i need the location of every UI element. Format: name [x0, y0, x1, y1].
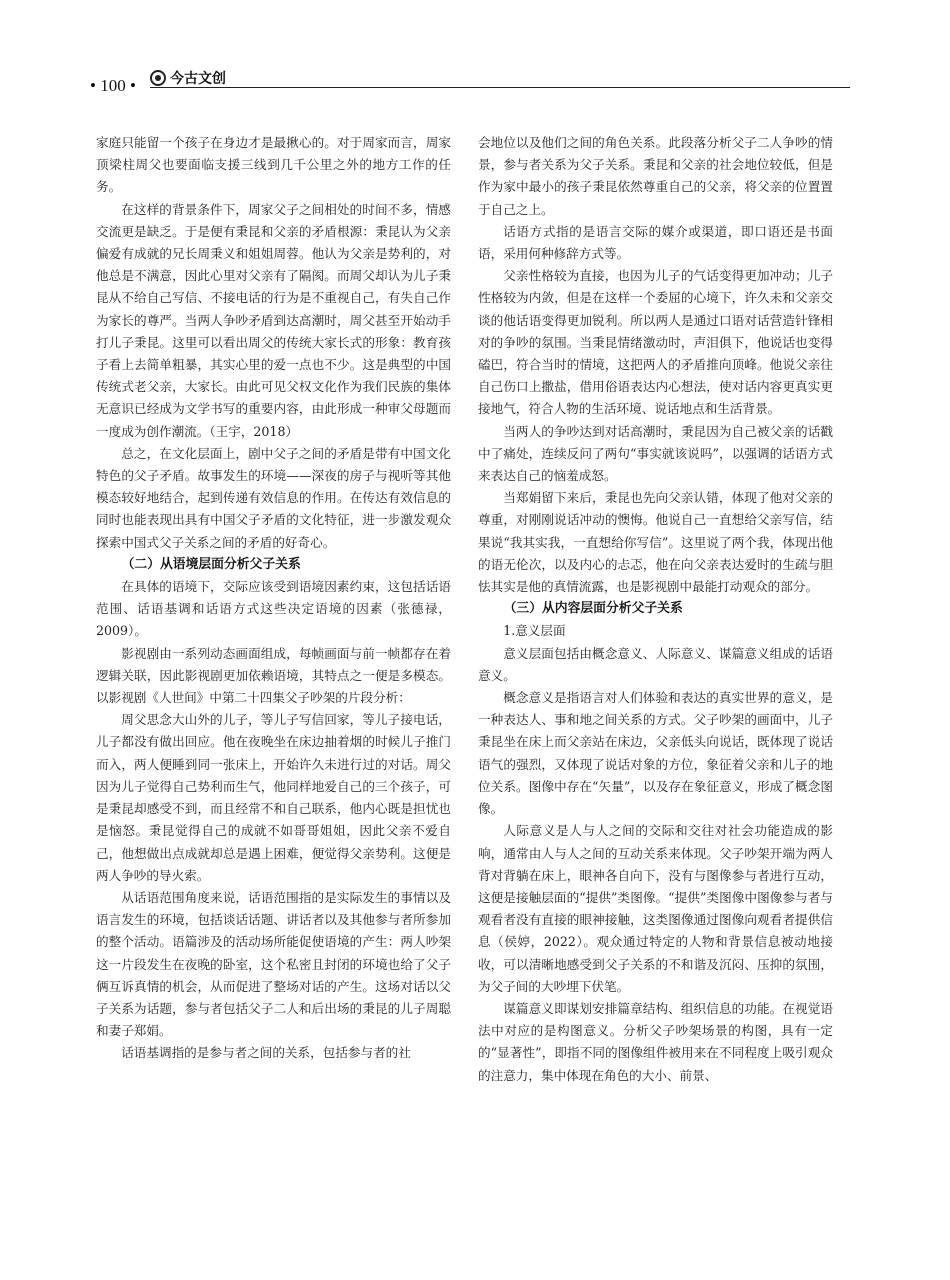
paragraph: 话语方式指的是语言交际的媒介或渠道，即口语还是书面语，采用何种修辞方式等。	[478, 223, 833, 262]
paragraph: 概念意义是指语言对人们体验和表达的真实世界的意义，是一种表达人、事和地之间关系的方式。父子吵架的画面中，儿子秉昆坐在床上而父亲站在床边，父亲低头向说话，既体现了说话语气的强烈，又体现了说话对象的方位，象征着父亲和儿子的地位关系。图像中存在“矢量”，以及存在象征意义，形成了概念图像。	[478, 690, 833, 817]
paragraph: 影视剧由一系列动态画面组成，每帧画面与前一帧都存在着逻辑关联，因此影视剧更加依赖语境，其特点之一便是多模态。以影视剧《人世间》中第二十四集父子吵架的片段分析：	[96, 645, 451, 706]
header-rule	[150, 87, 850, 88]
paragraph: 在具体的语境下，交际应该受到语境因素约束，这包括话语范围、话语基调和话语方式这些决定语境的因素（张德禄，2009）。	[96, 579, 451, 639]
journal-logo	[150, 68, 226, 88]
section-heading: （三）从内容层面分析父子关系	[503, 601, 683, 617]
paragraph: 当郑娟留下来后，秉昆也先向父亲认错，体现了他对父亲的尊重，对刚刚说话冲动的懊悔。他说自己一直想给父亲写信，结果说“我其实我，一直想给你写信”。这里说了两个我，体现出他的语无伦次，以及内心的忐忑，他在向父亲表达爱时的生疏与胆怯其实是他的真情流露，也是影视剧中最能打动观众的部分。	[478, 490, 833, 595]
paragraph: 周父思念大山外的儿子，等儿子写信回家，等儿子接电话，儿子都没有做出回应。他在夜晚坐在床边抽着烟的时候儿子推门而入，两人便睡到同一张床上，开始许久未进行过的对话。周父因为儿子觉得自己势利而生气，他同样地爱自己的三个孩子，可是秉昆却感受不到，而且经常不和自己联系，他内心既是担忧也是恼怒。秉昆觉得自己的成就不如哥哥姐姐，因此父亲不爱自己，他想做出点成就却总是遇上困难，便觉得父亲势利。这便是两人争吵的导火索。	[96, 712, 451, 883]
journal-name: 今古文创	[170, 71, 226, 87]
paragraph: 人际意义是人与人之间的交际和交往对社会功能造成的影响，通常由人与人之间的互动关系来体现。父子吵架开端为两人背对背躺在床上，眼神各自向下，没有与图像参与者进行互动，这便是接触层面的“提供”类图像。“提供”类图像中图像参与者与观看者没有直接的眼神接触，这类图像通过图像向观看者提供信息（侯婷，2022）。观众通过特定的人物和背景信息被动地接收，可以清晰地感受到父子关系的不和谐及沉闷、压抑的氛围，为父子间的大吵埋下伏笔。	[478, 823, 833, 994]
paragraph: 总之，在文化层面上，剧中父子之间的矛盾是带有中国文化特色的父子矛盾。故事发生的环境——深夜的房子与视听等其他模态较好地结合，起到传递有效信息的作用。在传达有效信息的同时也能表现出具有中国父子矛盾的文化特征，进一步激发观众探索中国式父子关系之间的矛盾的好奇心。	[96, 445, 451, 550]
paragraph: 当两人的争吵达到对话高潮时，秉昆因为自己被父亲的话戳中了痛处，连续反问了两句“事实就该说吗”，以强调的话语方式来表达自己的恼羞成怒。	[478, 423, 833, 484]
left-column	[96, 132, 451, 1065]
paragraph: 从话语范围角度来说，话语范围指的是实际发生的事情以及语言发生的环境，包括谈话话题、讲话者以及其他参与者所参加的整个活动。语篇涉及的活动场所能促使语境的产生：两人吵架这一片段发生在夜晚的卧室，这个私密且封闭的环境也给了父子俩互诉真情的机会，从而促进了整场对话的产生。这场对话以父子关系为话题，参与者包括父子二人和后出场的秉昆的儿子周聪和妻子郑娟。	[96, 889, 451, 1039]
paragraph: 意义层面包括由概念意义、人际意义、谋篇意义组成的话语意义。	[478, 645, 833, 683]
subsection-heading: 1.意义层面	[503, 623, 566, 639]
paragraph: 父亲性格较为直接，也因为儿子的气话变得更加冲动；儿子性格较为内敛，但是在这样一个委屈的心境下，许久未和父亲交谈的他话语变得更加锐利。所以两人是通过口语对话营造针锋相对的争吵的氛围。当秉昆情绪激动时，声泪俱下，他说话也变得磕巴，符合当时的情境，这把两人的矛盾推向顶峰。他说父亲往自己伤口上撒盐，借用俗语表达内心想法，使对话内容更真实更接地气，符合人物的生活环境、说话地点和生活背景。	[478, 268, 833, 417]
paragraph: 话语基调指的是参与者之间的关系，包括参与者的社	[121, 1045, 411, 1061]
right-column	[478, 132, 833, 1087]
paragraph: 在这样的背景条件下，周家父子之间相处的时间不多，情感交流更是缺乏。于是便有秉昆和父亲的矛盾根源：秉昆认为父亲偏爱有成就的兄长周秉义和姐姐周蓉。他认为父亲是势利的，对他总是不满意，因此心里对父亲有了隔阂。而周父却认为儿子秉昆从不给自己写信、不接电话的行为是不重视自己，有失自己作为家长的尊严。当两人争吵矛盾到达高潮时，周父甚至开始动手打儿子秉昆。这里可以看出周父的传统大家长式的形象：教育孩子看上去简单粗暴，其实心里的爱一点也不少。这是典型的中国传统式老父亲，大家长。由此可见父权文化作为我们民族的集体无意识已经成为文学书写的重要内容，由此形成一种审父母题而一度成为创作潮流。（王宇，2018）	[96, 201, 451, 439]
paragraph: 谋篇意义即谋划安排篇章结构、组织信息的功能。在视觉语法中对应的是构图意义。分析父子吵架场景的构图，具有一定的“显著性”，即指不同的图像组件被用来在不同程度上吸引观众的注意力，集中体现在角色的大小、前景、	[478, 1000, 833, 1083]
paragraph: 家庭只能留一个孩子在身边才是最揪心的。对于周家而言，周家顶梁柱周父也要面临支援三线到几千公里之外的地方工作的任务。	[96, 135, 451, 195]
paragraph: 会地位以及他们之间的角色关系。此段落分析父子二人争吵的情景，参与者关系为父子关系。秉昆和父亲的社会地位较低，但是作为家中最小的孩子秉昆依然尊重自己的父亲，将父亲的位置置于自己之上。	[478, 135, 833, 217]
journal-logo-icon	[150, 70, 166, 86]
page-number: • 100 •	[90, 76, 136, 95]
page-header	[90, 68, 850, 98]
section-heading: （二）从语境层面分析父子关系	[121, 556, 301, 572]
